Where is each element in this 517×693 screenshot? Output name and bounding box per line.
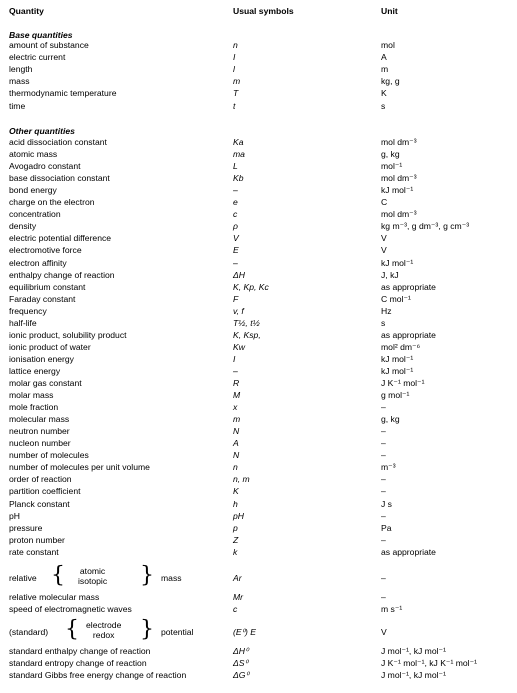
symbol-cell: c — [233, 209, 238, 220]
table-row — [0, 172, 517, 184]
table-row — [0, 591, 517, 603]
header-quantity: Quantity — [9, 6, 44, 16]
unit-cell: – — [381, 510, 386, 521]
unit-cell: K — [381, 88, 387, 99]
table-row — [0, 485, 517, 497]
unit-cell: – — [381, 474, 386, 485]
symbol-cell: n — [233, 40, 238, 50]
symbol-cell: R — [233, 378, 240, 388]
symbol-cell: p — [233, 522, 238, 533]
relative-options — [78, 566, 107, 586]
unit-cell: mol dm⁻³ — [381, 173, 417, 184]
unit-cell: – — [381, 486, 386, 497]
quantity-cell: rate constant — [9, 546, 59, 557]
relative-label: relative — [9, 573, 37, 583]
potential-tail: potential — [161, 627, 194, 637]
symbol-cell: t — [233, 100, 236, 111]
unit-cell: J K⁻¹ mol⁻¹, kJ K⁻¹ mol⁻¹ — [381, 658, 477, 669]
quantity-cell: electromotive force — [9, 245, 82, 256]
symbol-cell: F — [233, 293, 239, 304]
table-row — [0, 136, 517, 148]
unit-cell: mol⁻¹ — [381, 161, 403, 172]
header-symbols: Usual symbols — [233, 6, 294, 16]
left-brace: { — [51, 563, 65, 588]
table-row — [0, 75, 517, 87]
quantity-cell: length — [9, 64, 33, 75]
quantity-cell: atomic mass — [9, 149, 58, 160]
unit-cell: kJ mol⁻¹ — [381, 365, 414, 376]
symbol-cell: Kb — [233, 173, 244, 184]
table-row — [0, 317, 517, 329]
potential-option-redox: redox — [92, 630, 115, 640]
quantity-cell: enthalpy change of reaction — [9, 269, 115, 280]
symbol-cell: ρ — [233, 221, 238, 232]
symbol-cell: I — [233, 52, 236, 63]
symbol-cell: n — [233, 462, 238, 473]
relative-mass-row — [0, 564, 517, 590]
symbol-cell: l — [233, 64, 235, 75]
table-row — [0, 546, 517, 558]
unit-cell: as appropriate — [381, 281, 436, 292]
unit-cell: m — [381, 64, 389, 75]
unit-cell: – — [381, 592, 386, 602]
potential-option-electrode: electrode — [86, 620, 122, 630]
symbol-cell: – — [233, 257, 238, 268]
quantity-cell: ionic product, solubility product — [9, 329, 127, 340]
table-row — [0, 645, 517, 657]
symbol-cell: T — [233, 88, 239, 99]
table-row — [0, 305, 517, 317]
quantity-cell: acid dissociation constant — [9, 137, 107, 147]
quantity-cell: bond energy — [9, 185, 57, 196]
table-row — [0, 341, 517, 353]
symbol-cell: T½, t½ — [233, 317, 260, 328]
table-row — [0, 293, 517, 305]
symbol-cell: h — [233, 498, 238, 509]
quantity-cell: Planck constant — [9, 498, 70, 509]
quantity-cell: relative molecular mass — [9, 592, 100, 602]
symbol-cell: M — [233, 390, 241, 401]
unit-cell: mol dm⁻³ — [381, 137, 417, 147]
table-row — [0, 534, 517, 546]
quantity-cell: mole fraction — [9, 402, 59, 413]
table-row — [0, 329, 517, 341]
table-row — [0, 425, 517, 437]
quantity-cell: speed of electromagnetic waves — [9, 604, 132, 615]
unit-cell: kg m⁻³, g dm⁻³, g cm⁻³ — [381, 221, 470, 232]
right-brace: } — [140, 617, 154, 642]
quantity-cell: standard entropy change of reaction — [9, 658, 147, 669]
unit-cell: J mol⁻¹, kJ mol⁻¹ — [381, 670, 446, 681]
unit-cell: Pa — [381, 522, 392, 533]
quantity-cell: electric potential difference — [9, 233, 112, 244]
potential-label: (standard) — [9, 627, 49, 637]
symbol-cell: – — [233, 365, 238, 376]
unit-cell: g, kg — [381, 149, 400, 160]
quantity-cell: partition coefficient — [9, 486, 81, 497]
relative-option-isotopic: isotopic — [78, 576, 108, 586]
unit-cell: A — [381, 52, 387, 63]
quantity-cell: Avogadro constant — [9, 161, 81, 172]
section-other-title: Other quantities — [9, 126, 75, 136]
unit-cell: J s — [381, 498, 392, 509]
quantity-cell: pressure — [9, 522, 43, 533]
unit-cell: – — [381, 426, 386, 437]
symbol-cell: E — [233, 245, 239, 256]
symbol-cell: m — [233, 76, 241, 87]
quantity-cell: nucleon number — [9, 438, 71, 449]
left-brace: { — [65, 617, 79, 642]
table-row — [0, 437, 517, 449]
unit-cell: s — [381, 100, 386, 111]
table-row — [0, 196, 517, 208]
unit-cell: kg, g — [381, 76, 400, 87]
unit-cell: m⁻³ — [381, 462, 396, 473]
quantity-cell: thermodynamic temperature — [9, 88, 117, 99]
symbol-cell: ΔH — [233, 269, 245, 280]
table-row — [0, 413, 517, 425]
unit-cell: V — [381, 245, 387, 256]
symbol-cell: k — [233, 546, 238, 557]
unit-cell: g, kg — [381, 414, 400, 425]
quantity-cell: density — [9, 221, 37, 232]
relative-tail: mass — [161, 573, 182, 583]
symbol-cell: N — [233, 450, 240, 461]
symbol-cell: K, Kp, Kc — [233, 281, 269, 292]
quantity-cell: electron affinity — [9, 257, 67, 268]
symbol-cell: c — [233, 604, 238, 615]
unit-cell: – — [381, 450, 386, 461]
quantity-cell: base dissociation constant — [9, 173, 110, 184]
unit-cell: C — [381, 197, 388, 208]
symbol-cell: K — [233, 486, 239, 497]
unit-cell: as appropriate — [381, 546, 436, 557]
table-row — [0, 244, 517, 256]
unit-cell: mol — [381, 40, 395, 50]
relative-option-atomic: atomic — [79, 566, 106, 576]
unit-cell: kJ mol⁻¹ — [381, 185, 414, 196]
table-row — [0, 669, 517, 681]
unit-cell: C mol⁻¹ — [381, 293, 411, 304]
quantity-cell: lattice energy — [9, 365, 61, 376]
symbol-cell: V — [233, 233, 239, 244]
table-row — [0, 220, 517, 232]
symbol-cell: ΔG⁰ — [233, 670, 249, 681]
unit-cell: s — [381, 317, 386, 328]
symbol-cell: x — [233, 402, 238, 413]
table-row — [0, 510, 517, 522]
symbol-cell: Kw — [233, 341, 245, 352]
table-row — [0, 377, 517, 389]
table-row — [0, 449, 517, 461]
symbol-cell: ma — [233, 149, 245, 160]
table-row — [0, 39, 517, 51]
symbol-cell: Ka — [233, 137, 244, 147]
table-row — [0, 522, 517, 534]
unit-cell: m s⁻¹ — [381, 604, 403, 615]
unit-cell: J, kJ — [381, 269, 399, 280]
symbol-cell: n, m — [233, 474, 250, 485]
quantity-cell: molecular mass — [9, 414, 70, 425]
unit-cell: Hz — [381, 305, 392, 316]
quantity-cell: equilibrium constant — [9, 281, 86, 292]
symbol-cell: K, Ksp, — [233, 329, 261, 340]
symbol-cell: – — [233, 185, 238, 196]
symbol-cell: Mr — [233, 592, 244, 602]
table-row — [0, 232, 517, 244]
table-row — [0, 148, 517, 160]
table-row — [0, 281, 517, 293]
quantity-cell: amount of substance — [9, 40, 89, 50]
symbol-cell: A — [233, 438, 239, 449]
table-row — [0, 461, 517, 473]
unit-cell: J K⁻¹ mol⁻¹ — [381, 378, 425, 388]
table-row — [0, 401, 517, 413]
table-row — [0, 603, 517, 615]
table-row — [0, 257, 517, 269]
table-row — [0, 184, 517, 196]
unit-cell: – — [381, 438, 386, 449]
unit-cell: kJ mol⁻¹ — [381, 257, 414, 268]
symbol-cell: ΔH⁰ — [233, 646, 249, 656]
quantity-cell: order of reaction — [9, 474, 72, 485]
quantity-cell: number of molecules — [9, 450, 89, 461]
potential-symbol: (E⁰) E — [233, 627, 257, 637]
relative-symbol: Ar — [233, 573, 242, 583]
symbol-cell: I — [233, 353, 236, 364]
table-row — [0, 269, 517, 281]
quantity-cell: standard Gibbs free energy change of reaction — [9, 670, 187, 681]
table-row — [0, 100, 517, 112]
unit-cell: mol dm⁻³ — [381, 209, 417, 220]
symbol-cell: m — [233, 414, 241, 425]
quantity-cell: pH — [9, 510, 20, 521]
quantity-cell: charge on the electron — [9, 197, 95, 208]
relative-unit: – — [381, 573, 386, 583]
unit-cell: V — [381, 233, 387, 244]
symbol-cell: N — [233, 426, 240, 437]
unit-cell: – — [381, 402, 386, 413]
table-row — [0, 657, 517, 669]
quantity-cell: molar gas constant — [9, 378, 82, 388]
quantity-cell: number of molecules per unit volume — [9, 462, 150, 473]
quantity-cell: Faraday constant — [9, 293, 76, 304]
quantity-cell: standard enthalpy change of reaction — [9, 646, 151, 656]
table-row — [0, 63, 517, 75]
table-row — [0, 365, 517, 377]
table-row — [0, 389, 517, 401]
quantity-cell: time — [9, 100, 26, 111]
table-row — [0, 498, 517, 510]
quantity-cell: frequency — [9, 305, 47, 316]
quantity-cell: molar mass — [9, 390, 54, 401]
quantity-cell: neutron number — [9, 426, 70, 437]
symbol-cell: Z — [233, 534, 239, 545]
section-base-title: Base quantities — [9, 30, 73, 40]
table-row — [0, 51, 517, 63]
table-row — [0, 473, 517, 485]
quantity-cell: electric current — [9, 52, 66, 63]
potential-row — [0, 618, 517, 644]
symbol-cell: L — [233, 161, 238, 172]
quantity-cell: concentration — [9, 209, 61, 220]
quantity-cell: proton number — [9, 534, 65, 545]
table-row — [0, 87, 517, 99]
symbol-cell: v, f — [233, 305, 244, 316]
quantity-cell: ionisation energy — [9, 353, 74, 364]
quantity-cell: mass — [9, 76, 30, 87]
potential-unit: V — [381, 627, 387, 637]
unit-cell: – — [381, 534, 386, 545]
unit-cell: g mol⁻¹ — [381, 390, 410, 401]
unit-cell: kJ mol⁻¹ — [381, 353, 414, 364]
table-row — [0, 353, 517, 365]
quantity-cell: ionic product of water — [9, 341, 91, 352]
symbol-cell: pH — [233, 510, 244, 521]
unit-cell: as appropriate — [381, 329, 436, 340]
symbol-cell: ΔS⁰ — [233, 658, 248, 669]
potential-options — [86, 620, 121, 640]
symbol-cell: e — [233, 197, 238, 208]
unit-cell: J mol⁻¹, kJ mol⁻¹ — [381, 646, 446, 656]
table-row — [0, 208, 517, 220]
unit-cell: mol² dm⁻⁶ — [381, 341, 421, 352]
right-brace: } — [140, 563, 154, 588]
quantity-cell: half-life — [9, 317, 37, 328]
header-unit: Unit — [381, 6, 398, 16]
table-row — [0, 160, 517, 172]
